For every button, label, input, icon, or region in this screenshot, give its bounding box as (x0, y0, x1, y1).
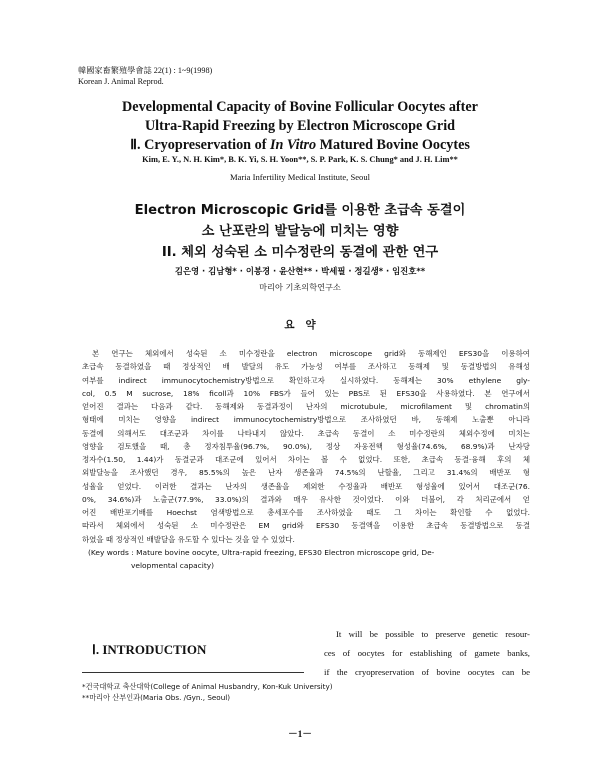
english-title (0, 98, 600, 155)
abstract-line: 영향을 검토했을 때, 총 정자침투율(96.7%, 90.0%), 정상 자웅전핵 형성율(74.6%, 68.9%)과 난자당 (82, 441, 530, 451)
korean-authors: 김은영 · 김남형* · 이봉경 · 윤산현** · 박세필 · 정길생* · 임진호** (174, 266, 426, 276)
english-title-line-2: Ultra-Rapid Freezing by Electron Microscope Grid (144, 118, 456, 134)
korean-title-line-2: 소 난포란의 발달능에 미치는 영향 (201, 224, 399, 239)
korean-affiliation: 마리아 기초의학연구소 (259, 282, 341, 292)
english-authors: Kim, E. Y., N. H. Kim*, B. K. Yi, S. H. Yoon**, S. P. Park, K. S. Chung* and J. H. Lim** (142, 155, 458, 164)
abstract-line: 외발달능을 조사했던 경우, 85.5%의 높은 난자 생존율과 74.5%의 난할율, 그리고 31.4%의 배반포 형 (82, 468, 530, 478)
abstract-line: 동결에 의해서도 대조군과 차이를 나타내지 않았다. 초급속 동결이 소 미수정란의 체외수정에 미치는 (82, 428, 530, 438)
korean-title-line-1: Electron Microscopic Grid를 이용한 초급속 동결이 (134, 203, 466, 218)
english-title-line-3-post: Matured Bovine Oocytes (316, 137, 470, 153)
keywords-line-2: velopmental capacity) (131, 561, 215, 570)
abstract-line: 하였을 때 정상적인 배발달을 유도할 수 있다는 것을 알 수 있었다. (82, 534, 295, 544)
abstract-line: 초급속 동결하였을 때 정상적인 배 발달의 유도 가능성 여부를 조사하고 동해제 및 동결방법의 유해성 (82, 362, 530, 372)
abstract-line: 따라서 체외에서 성숙된 소 미수정란은 EM grid와 EFS30 동결액을 이용한 초급속 동결방법으로 동결 (82, 521, 530, 531)
footnote-1: *건국대학교 축산대학(College of Animal Husbandry, Kon-Kuk University) (82, 682, 333, 691)
keywords-line-1: (Key words : Mature bovine oocyte, Ultra-rapid freezing, EFS30 Electron microscope grid, De- (88, 547, 435, 557)
abstract-body (82, 347, 530, 572)
introduction-line: if the cryopreservation of bovine oocytes can be (324, 667, 530, 677)
korean-title-line-3: II. 체외 성숙된 소 미수정란의 동결에 관한 연구 (161, 245, 439, 260)
abstract-line: 얻어진 결과는 다음과 같다. 동해제와 동결과정이 난자의 microtubule, microfilament 및 chromatin의 (82, 402, 530, 411)
introduction-line: ces of oocytes for establishing of gamete banks, (324, 648, 530, 658)
english-title-line-3-pre: Ⅱ. Cryopreservation of (130, 137, 270, 153)
introduction-text (324, 625, 530, 682)
english-title-italic: In Vitro (269, 137, 317, 153)
abstract-line: 정자수(1.50, 1.44)가 동결군과 대조군에 있어서 차이는 볼 수 없었다. 또한, 초급속 동결·융해 후의 체 (82, 455, 530, 464)
korean-title (0, 200, 600, 263)
abstract-line: 본 연구는 체외에서 성숙된 소 미수정란을 electron microscope grid와 동해제인 EFS30을 이용하여 (92, 349, 530, 358)
journal-citation (78, 66, 212, 87)
footnote-divider (82, 672, 304, 673)
footnotes (82, 682, 333, 703)
abstract-heading: 요 약 (284, 319, 316, 331)
journal-citation-english: Korean J. Animal Reprod. (78, 76, 164, 86)
english-title-line-3 (0, 136, 600, 155)
introduction-heading: Ⅰ. INTRODUCTION (92, 642, 207, 657)
abstract-line: 0%, 34.6%)과 노출군(77.9%, 33.0%)의 결과와 매우 유사한 것이었다. 이와 더불어, 각 처리군에서 얻 (82, 494, 530, 504)
abstract-line: 여부를 indirect immunocytochemistry방법으로 확인하고자 실시하였다. 동해제는 30% ethylene gly- (82, 375, 530, 385)
english-title-line-1: Developmental Capacity of Bovine Follicular Oocytes after (122, 99, 478, 115)
page-number: －1－ (288, 730, 312, 740)
abstract-line: 어진 배반포기배를 Hoechst 염색방법으로 총세포수를 조사하였을 때도 그 차이는 확인할 수 없었다. (82, 508, 530, 517)
abstract-line: 형태에 미치는 영향을 indirect immunocytochemistry방법으로 조사하였던 바, 동해제 노출뿐 아니라 (82, 415, 530, 425)
abstract-line: 성율을 얻었다. 이러한 결과는 난자의 생존율을 제외한 수정율과 배반포 형성율에 있어서 대조군(76. (82, 481, 530, 491)
journal-citation-korean: 韓國家畜繁殖學會誌 22(1) : 1~9(1998) (78, 66, 213, 75)
abstract-line: col, 0.5 M sucrose, 18% ficoll과 10% FBS가 들어 있는 PBS로 된 EFS30을 사용하였다. 본 연구에서 (82, 388, 530, 398)
footnote-2: **마리아 산부인과(Maria Obs. /Gyn., Seoul) (82, 692, 231, 702)
introduction-line: It will be possible to preserve genetic resour- (336, 629, 530, 639)
english-affiliation: Maria Infertility Medical Institute, Seoul (229, 172, 371, 182)
